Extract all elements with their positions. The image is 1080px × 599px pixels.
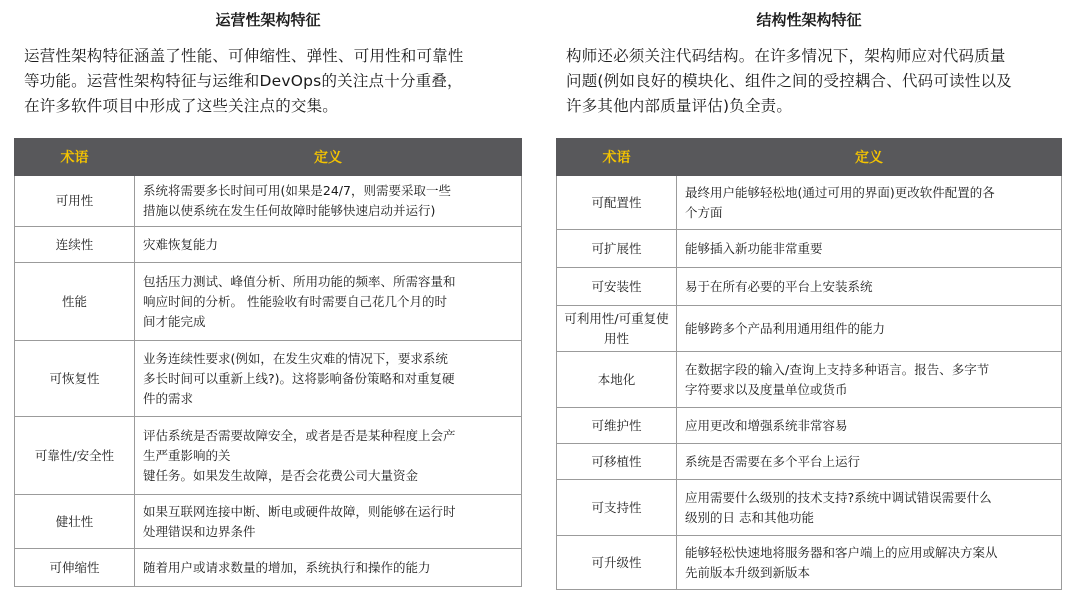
term-cell: 可支持性 [557, 480, 677, 536]
definition-cell [135, 176, 522, 227]
table-row [557, 230, 1062, 268]
structural-section [556, 0, 1062, 580]
term-cell: 连续性 [15, 227, 135, 263]
definition-line: 措施以使系统在发生任何故障时能够快速启动并运行) [143, 203, 436, 218]
definition-line: 系统是否需要在多个平台上运行 [685, 453, 861, 469]
table-row [557, 268, 1062, 306]
term-cell: 可恢复性 [15, 341, 135, 417]
definition-line: 系统将需要多长时间可用(如果是24/7，则需要采取一些 [143, 183, 451, 198]
header-term: 术语 [557, 139, 677, 176]
definition-cell [135, 417, 522, 495]
definition-line: 能够跨多个产品利用通用组件的能力 [685, 320, 886, 336]
definition-line: 业务连续性要求(例如，在发生灾难的情况下，要求系统 [143, 350, 448, 366]
term-cell: 可升级性 [557, 536, 677, 590]
operational-section [14, 0, 522, 575]
definition-line: 级别的日 志和其他功能 [685, 509, 814, 525]
intro-line: 许多其他内部质量评估)负全责。 [566, 97, 793, 115]
definition-line: 件的需求 [143, 390, 194, 406]
structural-table [556, 138, 1062, 590]
table-row [15, 417, 522, 495]
definition-cell [677, 536, 1062, 590]
table-row [15, 341, 522, 417]
table-row [557, 176, 1062, 230]
definition-cell [677, 230, 1062, 268]
definition-cell [677, 176, 1062, 230]
term-cell: 可利用性/可重复使用性 [557, 306, 677, 352]
table-row [557, 352, 1062, 408]
definition-line: 能够插入新功能非常重要 [685, 240, 823, 256]
structural-intro [566, 44, 1012, 119]
definition-cell [677, 408, 1062, 444]
definition-cell [135, 263, 522, 341]
definition-line: 生严重影响的关 [143, 447, 231, 463]
definition-line: 多长时间可以重新上线?)。这将影响备份策略和对重复硬 [143, 370, 455, 386]
structural-title: 结构性架构特征 [756, 11, 862, 29]
intro-line: 等功能。运营性架构特征与运维和DevOps的关注点十分重叠， [24, 72, 463, 90]
operational-intro [24, 44, 464, 119]
definition-cell [677, 444, 1062, 480]
table-row [15, 227, 522, 263]
definition-line: 应用需要什么级别的技术支持?系统中调试错误需要什么 [685, 489, 992, 505]
definition-cell [135, 549, 522, 587]
term-cell: 可维护性 [557, 408, 677, 444]
term-cell: 可靠性/安全性 [15, 417, 135, 495]
table-row [15, 549, 522, 587]
definition-line: 字符要求以及度量单位或货币 [685, 381, 848, 397]
term-cell: 可用性 [15, 176, 135, 227]
intro-line: 构师还必须关注代码结构。在许多情况下，架构师应对代码质量 [566, 47, 1006, 65]
definition-cell [677, 268, 1062, 306]
operational-title: 运营性架构特征 [215, 11, 321, 29]
term-cell: 可扩展性 [557, 230, 677, 268]
intro-line: 运营性架构特征涵盖了性能、可伸缩性、弹性、可用性和可靠性 [24, 47, 464, 65]
term-cell: 可移植性 [557, 444, 677, 480]
definition-line: 个方面 [685, 204, 723, 220]
definition-line: 先前版本升级到新版本 [685, 564, 811, 580]
definition-cell [135, 227, 522, 263]
header-term: 术语 [15, 139, 135, 176]
definition-line: 如果互联网连接中断、断电或硬件故障，则能够在运行时 [143, 503, 456, 519]
term-cell: 可伸缩性 [15, 549, 135, 587]
definition-line: 随着用户或请求数量的增加，系统执行和操作的能力 [143, 559, 431, 575]
definition-line: 间才能完成 [143, 313, 206, 329]
definition-line: 包括压力测试、峰值分析、所用功能的频率、所需容量和 [143, 273, 456, 289]
definition-line: 能够轻松快速地将服务器和客户端上的应用或解决方案从 [685, 544, 998, 560]
term-cell: 性能 [15, 263, 135, 341]
term-cell: 健壮性 [15, 495, 135, 549]
term-cell: 可配置性 [557, 176, 677, 230]
table-row [15, 263, 522, 341]
intro-line: 在许多软件项目中形成了这些关注点的交集。 [24, 97, 339, 115]
table-row [15, 176, 522, 227]
definition-line: 评估系统是否需要故障安全，或者是否是某种程度上会产 [143, 427, 456, 443]
definition-line: 在数据字段的输入/查询上支持多种语言。报告、多字节 [685, 361, 990, 377]
definition-cell [677, 480, 1062, 536]
table-row [557, 408, 1062, 444]
intro-line: 问题(例如良好的模块化、组件之间的受控耦合、代码可读性以及 [566, 72, 1012, 90]
definition-line: 易于在所有必要的平台上安装系统 [685, 278, 873, 294]
table-row [557, 480, 1062, 536]
definition-line: 灾难恢复能力 [143, 236, 219, 252]
definition-cell [135, 341, 522, 417]
definition-line: 最终用户能够轻松地(通过可用的界面)更改软件配置的各 [685, 184, 995, 200]
definition-cell [677, 352, 1062, 408]
table-row [557, 306, 1062, 352]
term-cell: 本地化 [557, 352, 677, 408]
table-row [557, 444, 1062, 480]
definition-cell [677, 306, 1062, 352]
definition-line: 应用更改和增强系统非常容易 [685, 417, 848, 433]
definition-cell [135, 495, 522, 549]
table-row [557, 536, 1062, 590]
definition-line: 键任务。如果发生故障，是否会花费公司大量资金 [143, 467, 419, 483]
header-definition: 定义 [135, 139, 522, 176]
operational-table [14, 138, 522, 587]
definition-line: 处理错误和边界条件 [143, 523, 256, 539]
term-cell: 可安装性 [557, 268, 677, 306]
table-header-row [557, 139, 1062, 176]
table-row [15, 495, 522, 549]
table-header-row [15, 139, 522, 176]
definition-line: 响应时间的分析。 性能验收有时需要自己花几个月的时 [143, 293, 447, 309]
header-definition: 定义 [677, 139, 1062, 176]
